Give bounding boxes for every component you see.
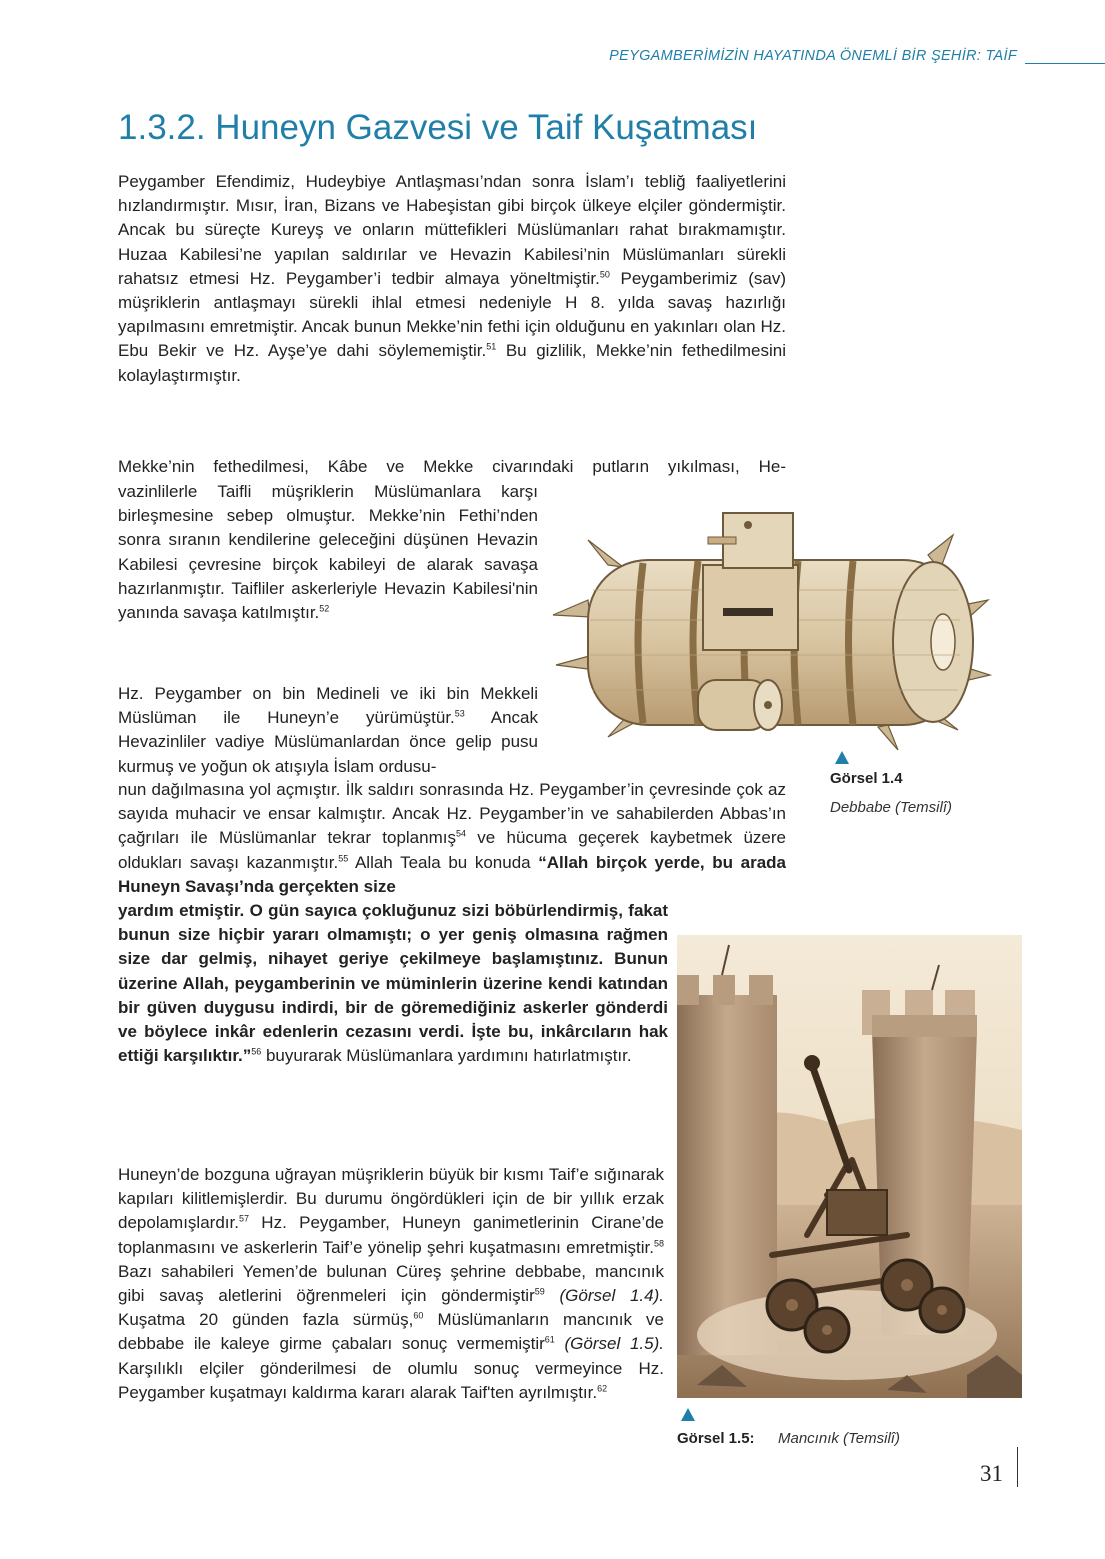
section-title: 1.3.2. Huneyn Gazvesi ve Taif Kuşatması [118,108,758,147]
running-title: PEYGAMBERİMİZİN HAYATINDA ÖNEMLİ BİR ŞEHİR: TAİF [609,48,1017,64]
footnote-ref: 53 [454,708,465,719]
text: Hz. Peygamber on bin Medineli ve iki bin Mekkeli Müslüman ile Huneyn’e yürümüştür. [118,684,538,728]
header-rule [1025,63,1105,64]
paragraph-2-line1 [118,455,786,479]
text: Peygamberimiz (sav) müşriklerin antlaşmayı sürekli ihlal etmesi nedeniyle H 8. yılda savaş hazırlığı yapılmasını emretmiştir. Ancak bunun Mekke’nin fethi için olduğunu en yakınları olan Hz. Ebu Bekir ve Hz. Ayşe’ye dahi söylememiştir. [118,268,787,361]
text: ve hücuma geçerek kaybetmek üzere oldukları savaşı kazanmıştır. [118,828,786,872]
figure-caption-2: Mancınık (Temsilî) [778,1430,900,1447]
footnote-ref: 55 [338,852,349,863]
caption-arrow-icon [681,1408,695,1421]
paragraph-4 [118,1163,664,1405]
text: Allah Teala bu konuda [348,852,539,872]
footnote-ref: 57 [238,1213,249,1224]
footnote-ref: 62 [597,1383,608,1394]
page-number: 31 [980,1461,1003,1486]
text: Karşılıklı elçiler gönderilmesi de olumlu sonuç vermeyince Hz. Peygamber kuşatmayı kaldırma kararı alarak Taif'ten ayrılmıştır. [118,1358,664,1402]
text: Bu gizlilik, Mekke’nin fethedilmesini kolaylaştırmıştır. [118,341,786,385]
text: Peygamber Efendimiz, Hudeybiye Antlaşması’ndan sonra İslam’ı tebliğ faaliyetlerini hızlandırmıştır. Mısır, İran, Bizans ve Habeşistan gibi birçok ülkeye elçiler göndermiştir. Ancak bu süreçte Kureyş ve onların müttefikleri Müslümanları rahat bırakmamıştır. Huzaa Kabilesi’ne yapılan saldırılar ve Hevazin Kabilesi’nin Müslümanları sürekli rahatsız etmesi Hz. Peygamber’i tedbir almaya yöneltmiştir. [118,172,786,288]
page-number-rule [1017,1447,1018,1487]
running-header [0,44,1105,74]
text: Huneyn’de bozguna uğrayan müşriklerin büyük bir kısmı Taif’e sığınarak kapıları kilitlemişlerdir. Bu durumu öngördükleri için de bir yıllık erzak depolamışlardır. [118,1165,664,1233]
footnote-ref: 61 [544,1334,555,1345]
footnote-ref: 56 [251,1046,262,1057]
figure-mancinik [677,935,1022,1398]
text: Ancak Hevazinliler vadiye Müslümanlardan önce gelip pusu kurmuş ve yoğun ok atışıyla İslam ordusu- [118,708,538,776]
text: Mekke’nin fethedilmesi, Kâbe ve Mekke civarındaki putların yıkılması, He- [118,457,786,476]
footnote-ref: 58 [653,1237,664,1248]
quote-text: yardım etmiştir. O gün sayıca çokluğunuz sizi böbürlendirmiş, fakat bunun size hiçbir yararı olmamıştı; o yer geniş olmasına rağmen size dar gelmiş, nihayet geriye çekilmeye başlamıştınız. Bunun üzerine Allah, peygamberinin ve müminlerin üzerine kendi katından bir güven duygusu indirdi, bir de göremediğiniz askerler gönderdi ve böylece inkâr edenlerin cezasını verdi. İşte bu, inkârcıların hak ettiği karşılıktır.” [118,901,668,1066]
figure-label-1: Görsel 1.4 [830,770,903,787]
paragraph-3-middle [118,778,786,899]
paragraph-3-start [118,682,538,779]
footnote-ref: 59 [534,1286,545,1297]
paragraph-2 [118,480,538,625]
debbabe-illustration [548,505,993,755]
text: nun dağılmasına yol açmıştır. İlk saldırı sonrasında Hz. Peygamber’in çevresinde çok az sayıda muhacir ve ensar kalmıştır. Ancak Hz. Peygamber’in ve sahabilerden Abbas’ın çağrıları ile Müslümanlar tekrar toplanmış [118,780,786,848]
text: Kuşatma 20 günden fazla sürmüş, [118,1310,414,1330]
footnote-ref: 60 [413,1310,424,1321]
text: Müslümanların mancınık ve debbabe ile kaleye girme çabaları sonuç vermemiştir [118,1310,664,1354]
figure-debbabe [548,505,993,755]
footnote-ref: 50 [599,269,610,280]
text: buyurarak Müslümanlara yardımını hatırlatmıştır. [261,1046,632,1066]
figure-ref: (Görsel 1.5). [554,1334,664,1354]
paragraph-3-end [118,899,668,1068]
quote-text: “Allah birçok yerde, bu arada Huneyn Savaşı’nda gerçekten size [118,852,786,896]
figure-label-2: Görsel 1.5: [677,1430,755,1447]
footnote-ref: 54 [455,828,466,839]
footnote-ref: 52 [319,603,330,614]
footnote-ref: 51 [486,341,497,352]
paragraph-1 [118,170,786,388]
caption-arrow-icon [835,751,849,764]
mancinik-illustration [677,935,1022,1398]
text: Hz. Peygamber, Huneyn ganimetlerinin Cirane’de toplanmasını ve askerlerin Taif’e yönelip şehri kuşatmasını emretmiştir. [118,1213,664,1257]
text: Bazı sahabileri Yemen’de bulunan Cüreş şehrine debbabe, mancınık gibi savaş aletlerini öğrenmeleri için göndermiştir [118,1261,664,1306]
text: vazinlilerle Taifli müşriklerin Müslümanlara karşı birleşmesine sebep olmuştur. Mekke’nin Fethi’nden sonra sıranın kendilerine geleceğini düşünen Hevazin Kabilesi çevresine birçok kabileyi de alarak savaşa hazırlanmıştır. Taifliler askerleriyle Hevazin Kabilesi'nin yanında savaşa katılmıştır. [118,482,538,623]
figure-ref: (Görsel 1.4). [544,1286,664,1306]
figure-caption-1: Debbabe (Temsilî) [830,799,952,816]
